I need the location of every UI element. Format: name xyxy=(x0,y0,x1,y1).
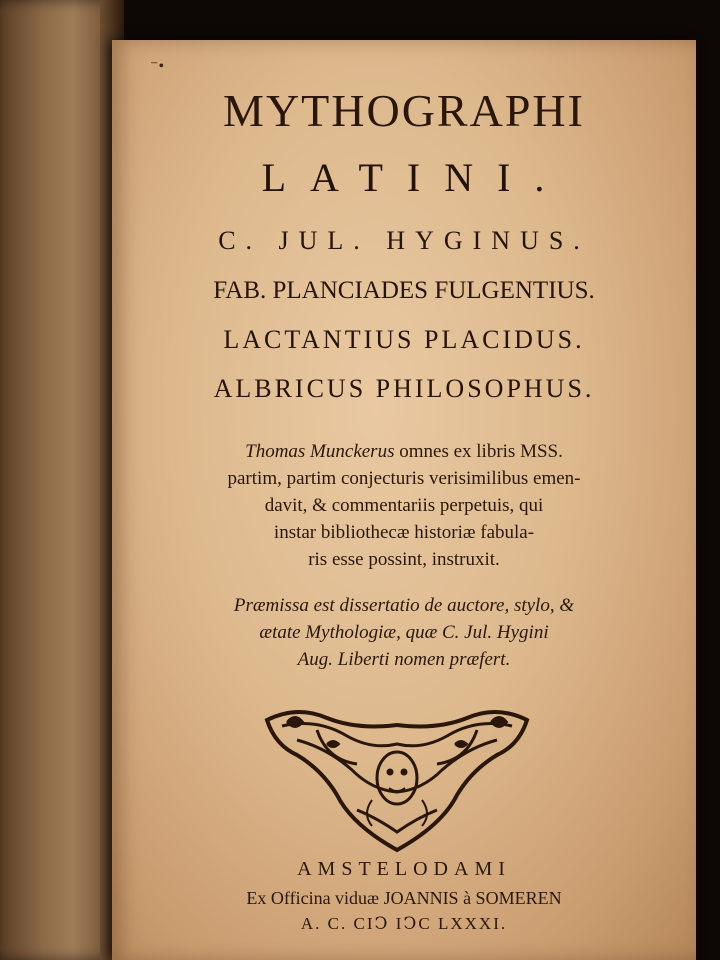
description-line xyxy=(112,438,696,465)
title-page xyxy=(112,40,696,960)
preface-line: Aug. Liberti nomen præfert. xyxy=(297,649,511,670)
author-line: C. JUL. HYGINUS. xyxy=(218,226,590,255)
description-line: davit, & commentariis perpetuis, qui xyxy=(264,495,544,516)
description-text: omnes ex libris MSS. xyxy=(394,441,563,462)
ink-mark: ⁻• xyxy=(150,58,165,75)
preface-paragraph xyxy=(112,592,696,673)
description-line: partim, partim conjecturis verisimilibus emen- xyxy=(227,468,581,489)
preface-line: Præmissa est dissertatio de auctore, stylo, & xyxy=(233,595,575,616)
printers-ornament-icon xyxy=(257,700,537,860)
description-paragraph xyxy=(112,438,696,573)
author-line: LACTANTIUS PLACIDUS. xyxy=(223,325,585,354)
book-title: MYTHOGRAPHI xyxy=(223,85,585,136)
imprint-publisher: Ex Officina viduæ JOANNIS à SOMEREN xyxy=(246,888,562,908)
description-line: ris esse possint, instruxit. xyxy=(308,549,500,570)
imprint-date: A. C. CIↃ IↃC LXXXI. xyxy=(300,914,508,933)
author-line: FAB. PLANCIADES FULGENTIUS. xyxy=(213,277,595,304)
author-line: ALBRICUS PHILOSOPHUS. xyxy=(213,374,595,403)
imprint-place: AMSTELODAMI xyxy=(297,858,511,880)
preface-line: ætate Mythologiæ, quæ C. Jul. Hygini xyxy=(259,622,549,643)
editor-name: Thomas Munckerus xyxy=(245,441,395,462)
description-line: instar bibliothecæ historiæ fabula- xyxy=(273,522,535,543)
book-subtitle: LATINI. xyxy=(261,155,569,200)
